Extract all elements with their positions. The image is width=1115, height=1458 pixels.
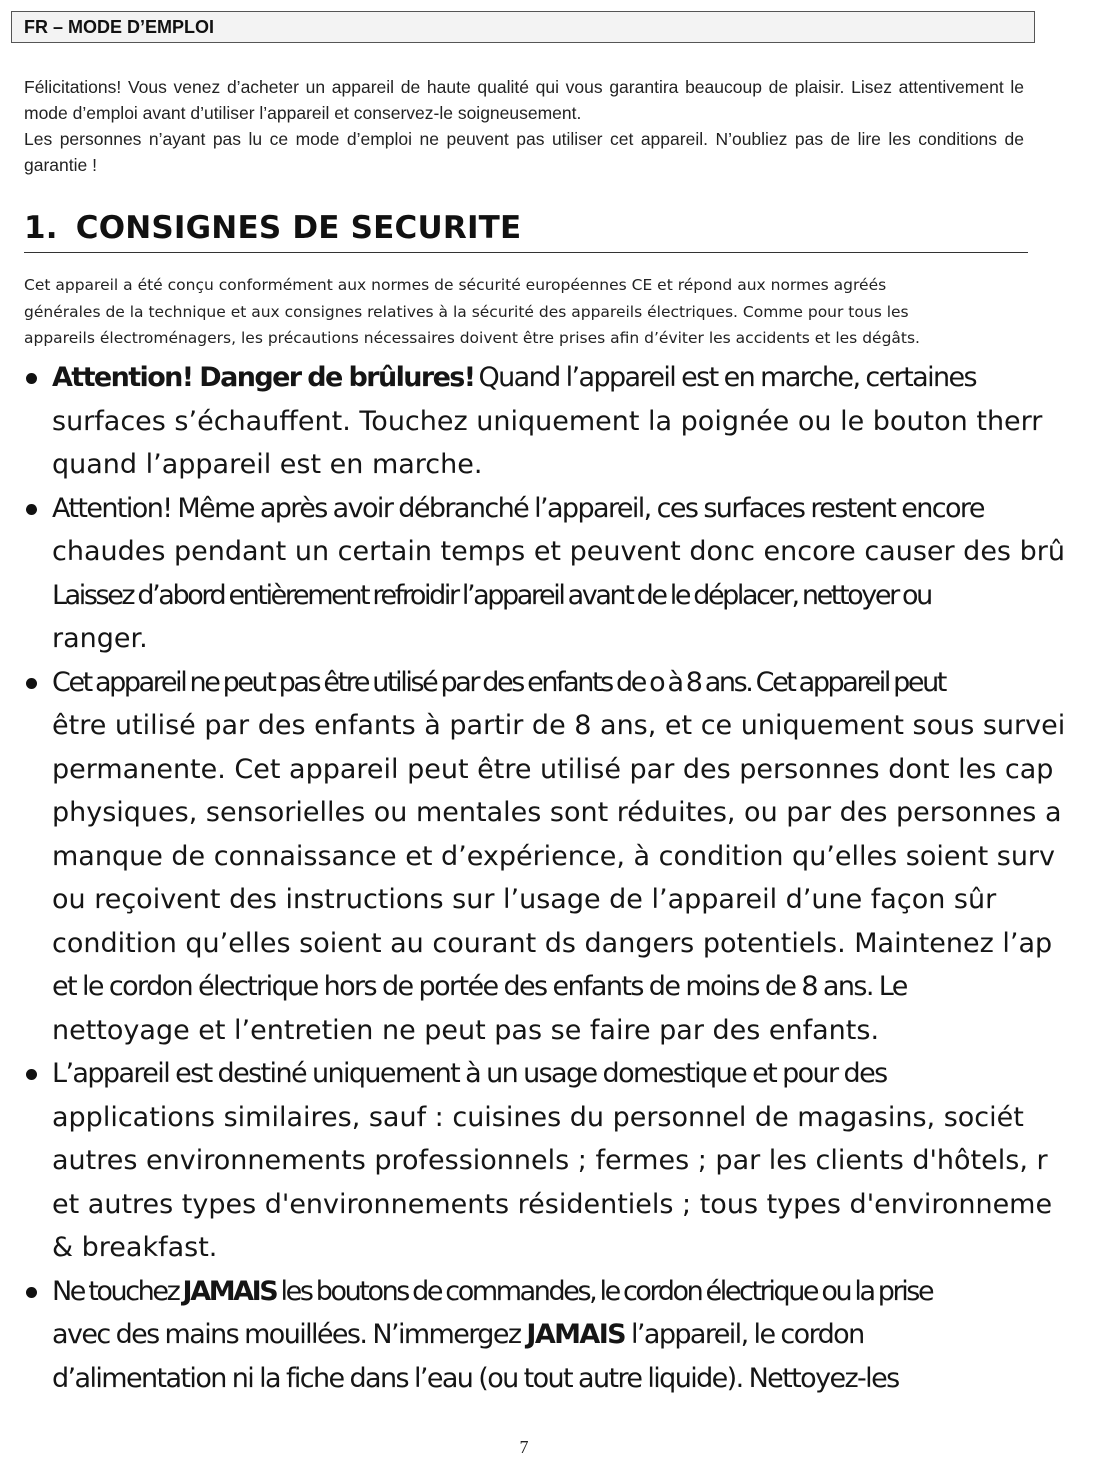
section-number: 1. — [24, 210, 58, 246]
bullet-line — [0, 356, 976, 400]
bullet-line: autres environnements professionnels ; fermes ; par les clients d'hôtels, r — [52, 1145, 1048, 1176]
bullet-line: physiques, sensorielles ou mentales sont réduites, ou par des personnes a — [52, 797, 1062, 828]
safety-intro-paragraph — [24, 272, 1028, 352]
bullet-line: être utilisé par des enfants à partir de 8 ans, et ce uniquement sous survei — [52, 710, 1066, 741]
bullet-line: nettoyage et l’entretien ne peut pas se faire par des enfants. — [52, 1014, 880, 1046]
safety-intro-line: Cet appareil a été conçu conformément aux normes de sécurité européennes CE et répond aux normes agréés — [24, 276, 887, 294]
section-title: CONSIGNES DE SECURITE — [75, 210, 522, 246]
bullet-line: d’alimentation ni la fiche dans l’eau (ou tout autre liquide). Nettoyez-les — [52, 1362, 899, 1394]
bullet-hot-surfaces — [0, 487, 1115, 661]
bullet-dot — [26, 504, 37, 515]
bullet-line: applications similaires, sauf : cuisines du personnel de magasins, sociét — [52, 1101, 1024, 1133]
bold-never: JAMAIS — [526, 1319, 626, 1350]
bullet-line: permanente. Cet appareil peut être utilisé par des personnes dont les cap — [52, 753, 1054, 785]
header-title: FR – MODE D’EMPLOI — [24, 17, 215, 37]
intro-line: Les personnes n’ayant pas lu ce mode d’emploi ne peuvent pas utiliser cet appareil. N’oubliez pas de lire les conditions de garantie ! — [24, 129, 1024, 175]
bullet-burn-danger — [0, 356, 1115, 487]
bullet-line: Cet appareil ne peut pas être utilisé par des enfants de o à 8 ans. Cet appareil peut — [52, 666, 945, 698]
safety-intro-line: appareils électroménagers, les précautions nécessaires doivent être prises afin d’éviter les accidents et les dégâts. — [24, 329, 920, 347]
bullet-water-warning — [0, 1270, 1115, 1401]
bullet-line: ranger. — [52, 623, 148, 654]
bullet-text: les boutons de commandes, le cordon électrique ou la prise — [280, 1275, 933, 1307]
bullet-text: Ne touchez — [52, 1275, 179, 1307]
bullet-dot — [26, 1069, 37, 1080]
bullet-line: quand l’appareil est en marche. — [52, 449, 483, 480]
safety-intro-line: générales de la technique et aux consignes relatives à la sécurité des appareils électriques. Comme pour tous les — [24, 302, 909, 321]
section-heading — [24, 206, 1028, 253]
bullet-line: chaudes pendant un certain temps et peuvent donc encore causer des brû — [52, 536, 1065, 567]
bold-never: JAMAIS — [182, 1275, 277, 1307]
bullet-dot — [26, 1287, 37, 1298]
intro-paragraph — [24, 74, 1024, 178]
bullet-dot — [26, 678, 37, 689]
document-header — [11, 11, 1035, 43]
bullet-line: condition qu’elles soient au courant ds dangers potentiels. Maintenez l’ap — [52, 927, 1053, 959]
bullet-children — [0, 661, 1115, 1053]
bullet-line: et autres types d'environnements résidentiels ; tous types d'environneme — [52, 1188, 1053, 1220]
bold-warning: Attention! Danger de brûlures! — [52, 362, 475, 393]
bullet-text: Quand l’appareil est en marche, certaines — [478, 362, 976, 393]
page-number: 7 — [519, 1437, 529, 1457]
bullet-line: et le cordon électrique hors de portée des enfants de moins de 8 ans. Le — [52, 971, 907, 1002]
bullet-line: Laissez d’abord entièrement refroidir l’appareil avant de le déplacer, nettoyer ou — [52, 579, 931, 611]
safety-bullet-list — [0, 356, 1115, 1400]
bullet-text: l’appareil, le cordon — [631, 1319, 864, 1350]
bullet-line — [0, 1270, 1115, 1314]
bullet-line: & breakfast. — [52, 1232, 218, 1263]
bullet-text: avec des mains mouillées. N’immergez — [52, 1319, 521, 1350]
intro-line: Félicitations! Vous venez d’acheter un appareil de haute qualité qui vous garantira beaucoup de plaisir. Lisez attentivement le mode d’emploi avant d’utiliser l’appareil et conservez-le soigneusement. — [24, 77, 1024, 123]
bullet-line: surfaces s’échauffent. Touchez uniquement la poignée ou le bouton therr — [52, 405, 1043, 437]
bullet-line — [0, 1313, 1115, 1357]
bullet-line: ou reçoivent des instructions sur l’usage de l’appareil d’une façon sûr — [52, 884, 997, 915]
bullet-line: manque de connaissance et d’expérience, à condition qu’elles soient surv — [52, 840, 1056, 872]
bullet-line: L’appareil est destiné uniquement à un usage domestique et pour des — [52, 1058, 887, 1089]
bullet-line: Attention! Même après avoir débranché l’appareil, ces surfaces restent encore — [52, 492, 984, 524]
bullet-dot — [26, 373, 37, 384]
bullet-domestic-use — [0, 1052, 1115, 1270]
